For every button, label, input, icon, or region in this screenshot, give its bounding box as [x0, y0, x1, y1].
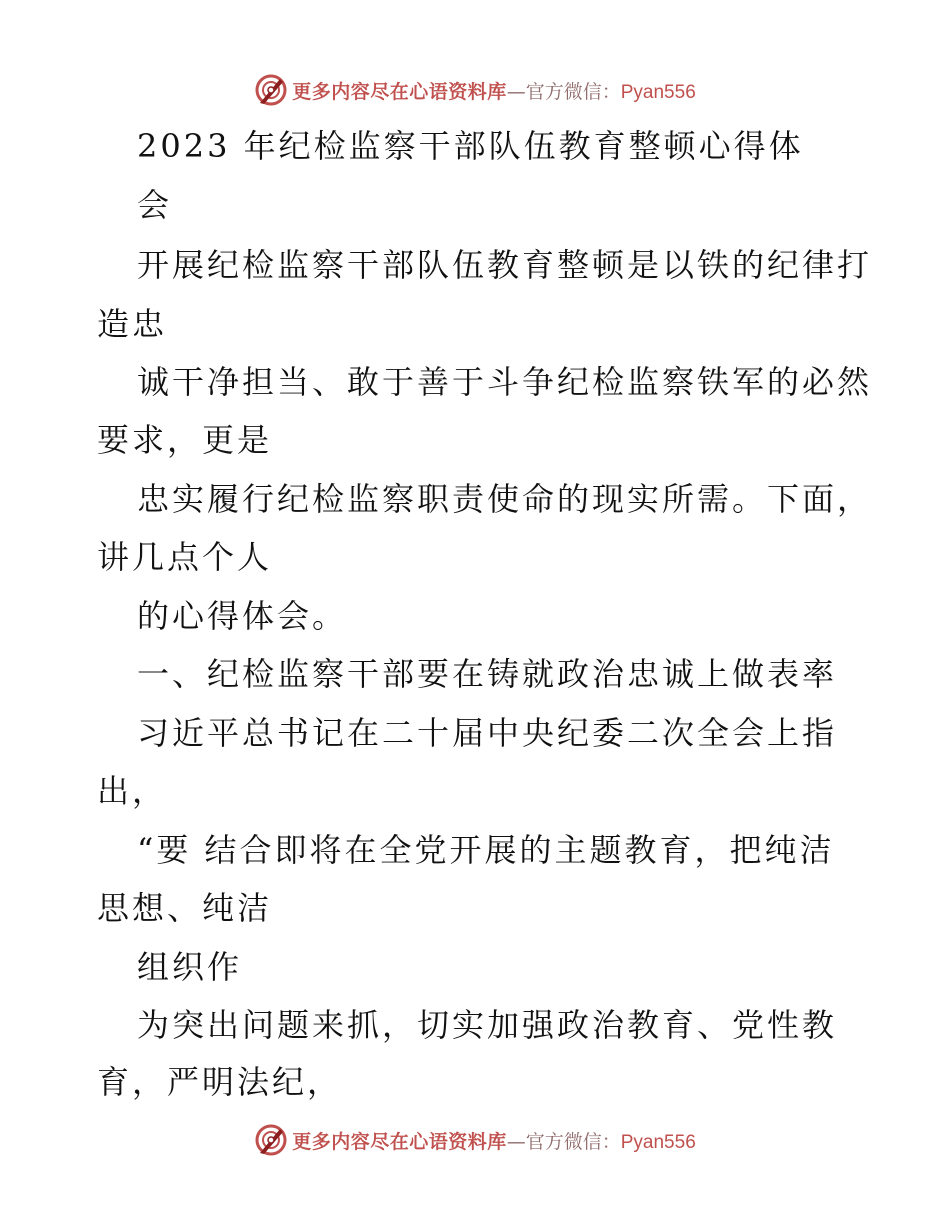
paragraph-line: 育，严明法纪，: [97, 1063, 343, 1101]
wechat-id: Pyan556: [620, 81, 696, 103]
paragraph-line: 要求，更是: [97, 421, 273, 459]
wechat-id: Pyan556: [620, 1131, 696, 1153]
paragraph-line: 习近平总书记在二十届中央纪委二次全会上指: [137, 714, 838, 752]
official-text: —官方微信：: [506, 1130, 621, 1153]
paragraph-line: 的心得体会。: [137, 597, 348, 635]
quill-logo-icon: [254, 1123, 288, 1157]
official-text: —官方微信：: [506, 80, 621, 103]
banner-text: [292, 1127, 696, 1154]
document-title: 2023 年纪检监察干部队伍教育整顿心得体: [137, 127, 804, 165]
site-text: 更多内容尽在心语资料库: [292, 80, 507, 103]
paragraph-line: 造忠: [97, 305, 168, 343]
paragraph-line: 为突出问题来抓，切实加强政治教育、党性教: [137, 1006, 838, 1044]
paragraph-line: 开展纪检监察干部队伍教育整顿是以铁的纪律打: [137, 246, 873, 284]
footer-banner: [0, 1120, 950, 1160]
document-title-cont: 会: [137, 186, 173, 224]
section-heading: 一、纪检监察干部要在铸就政治忠诚上做表率: [137, 655, 838, 693]
site-text: 更多内容尽在心语资料库: [292, 1130, 507, 1153]
paragraph-line: “要 结合即将在全党开展的主题教育，把纯洁: [137, 831, 835, 869]
paragraph-line: 组织作: [137, 948, 243, 986]
paragraph-line: 出，: [97, 772, 168, 810]
paragraph-line: 思想、纯洁: [97, 889, 273, 927]
paragraph-line: 忠实履行纪检监察职责使命的现实所需。下面，: [137, 480, 873, 518]
paragraph-line: 讲几点个人: [97, 538, 273, 576]
paragraph-line: 诚干净担当、敢于善于斗争纪检监察铁军的必然: [137, 363, 873, 401]
